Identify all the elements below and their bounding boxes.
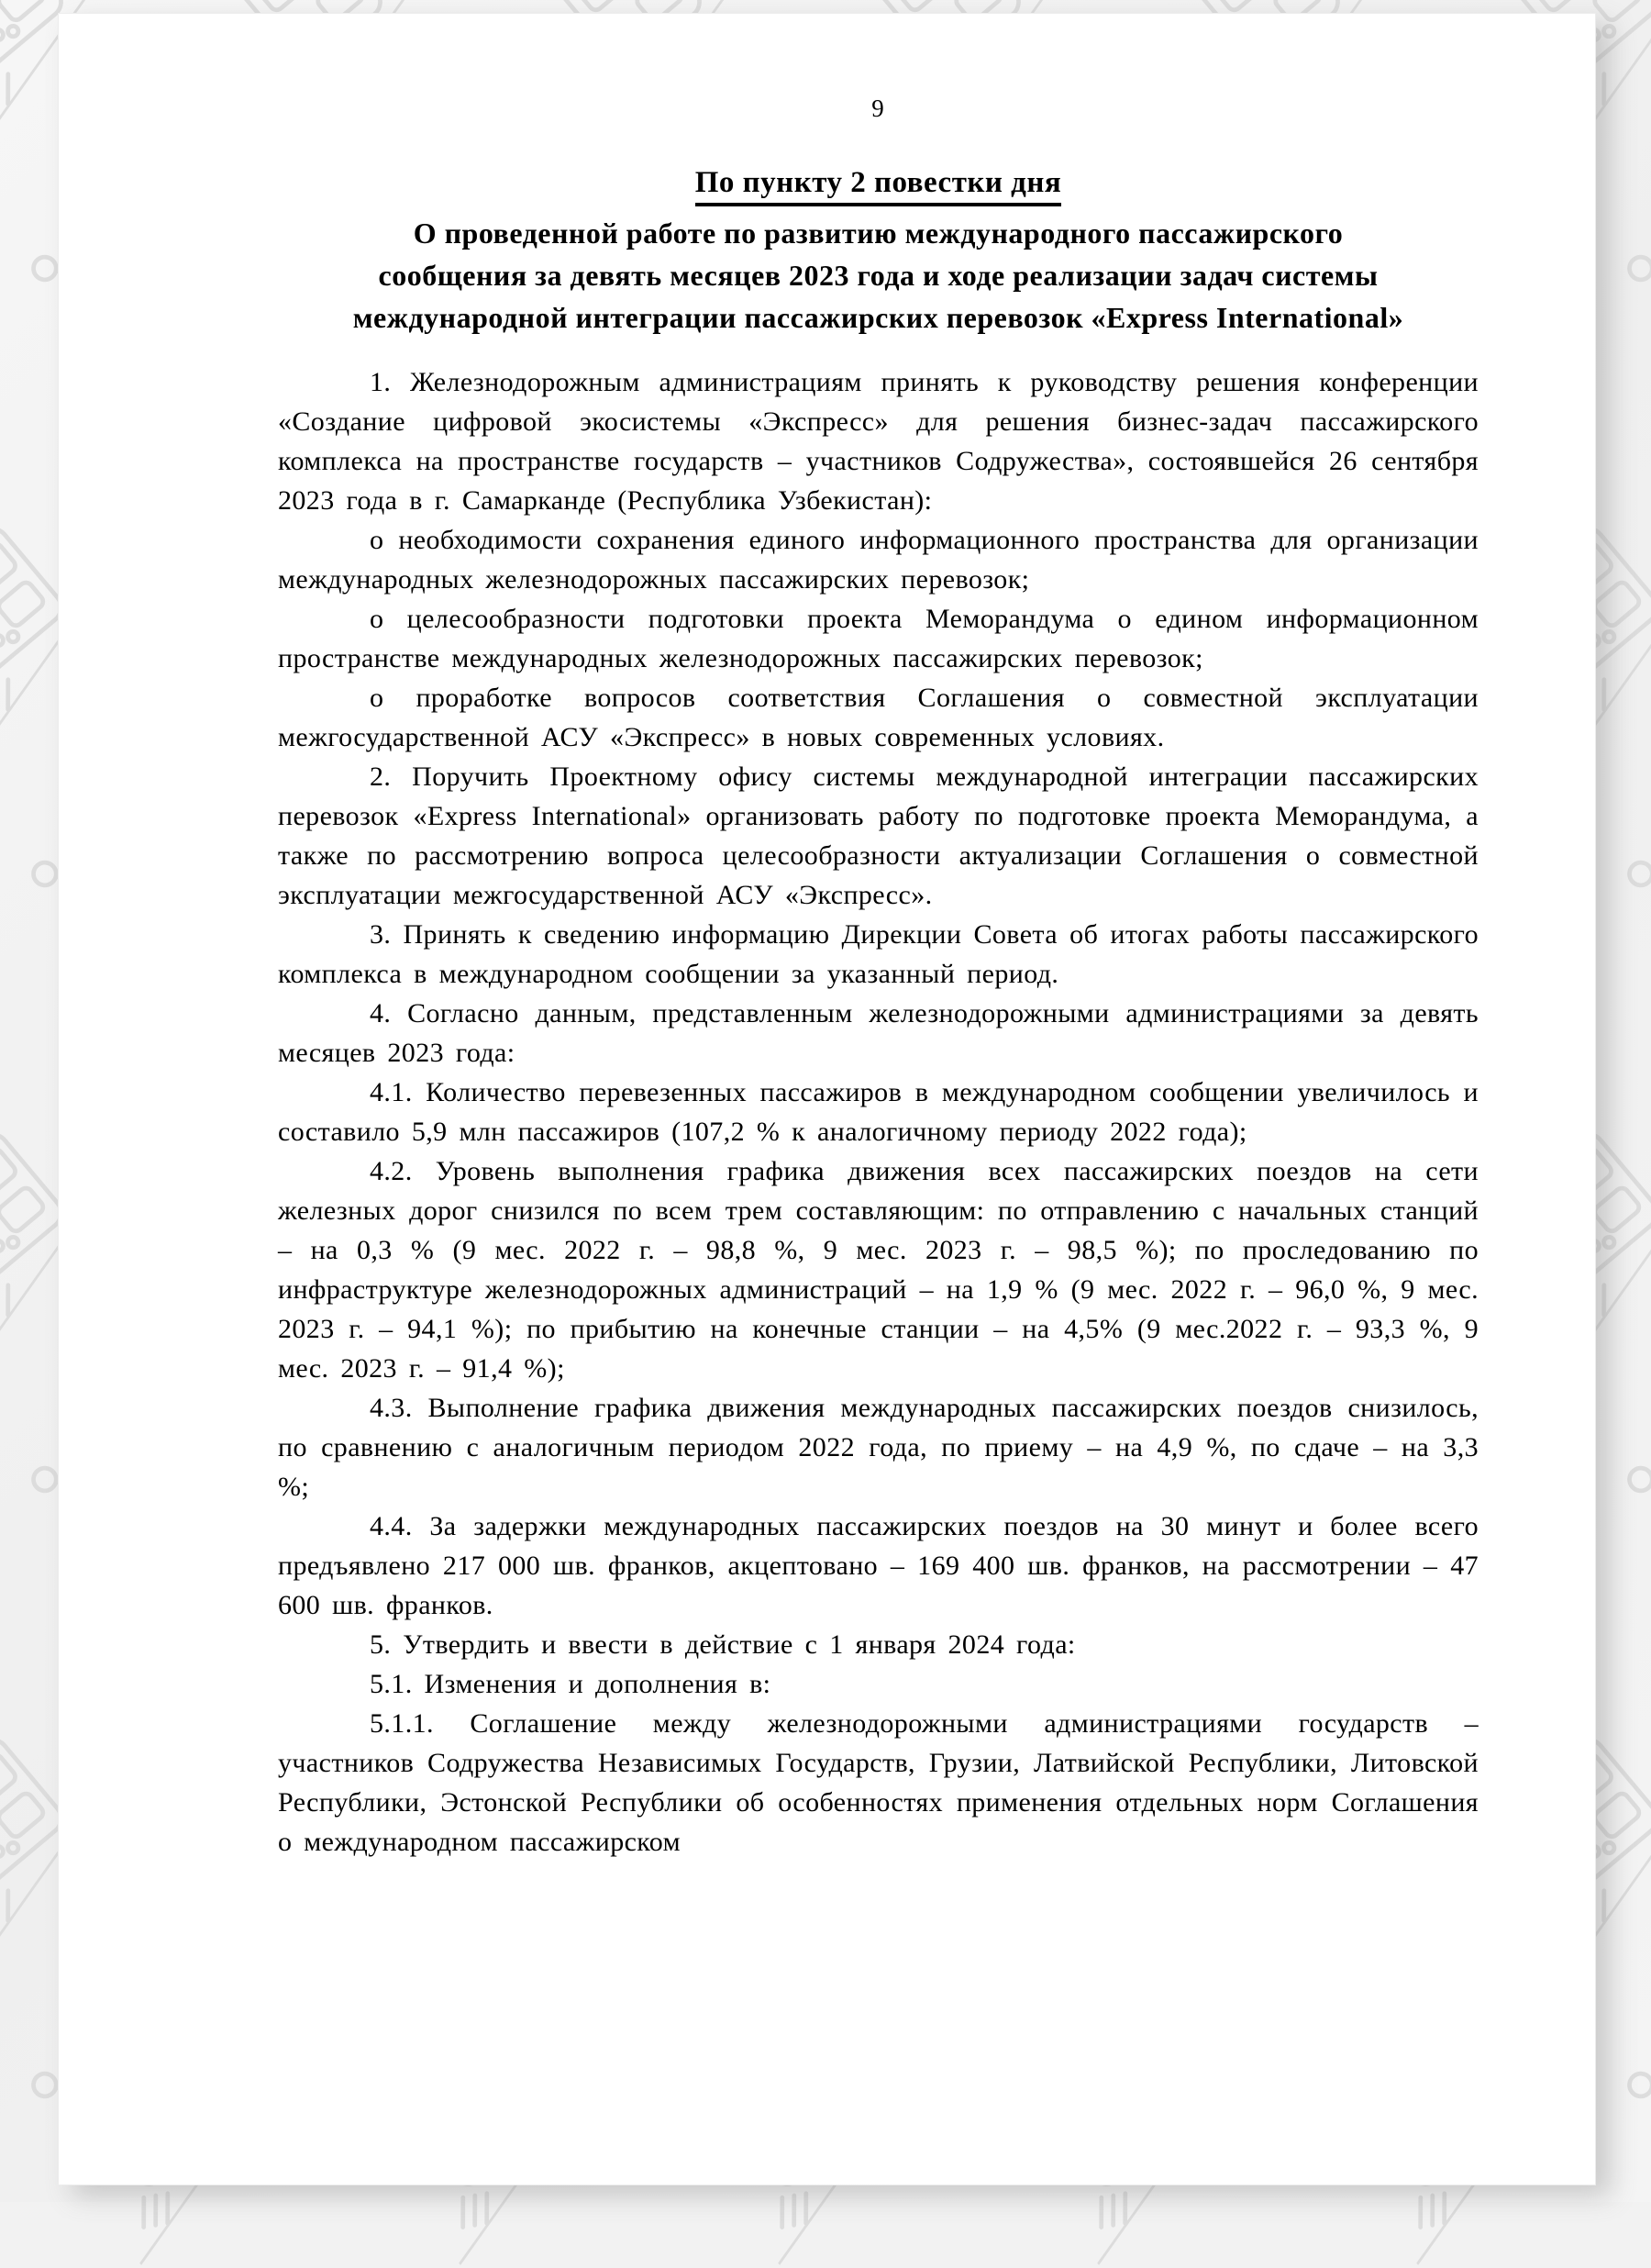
- paragraph-5-1-1: 5.1.1. Соглашение между железнодорожными администрациями государств – участников Содружества Независимых Государств, Грузии, Латвийской Республики, Литовской Республики, Эстонской Республики об особенностях применения отдельных норм Соглашения о международном пассажирском: [278, 1708, 1479, 1857]
- paragraph-4-1: 4.1. Количество перевезенных пассажиров в международном сообщении увеличилось и составило 5,9 млн пассажиров (107,2 % к аналогичному периоду 2022 года);: [278, 1077, 1479, 1147]
- document-body: [278, 362, 1479, 1862]
- agenda-item-heading: [278, 164, 1479, 206]
- train-icon: [1592, 1980, 1651, 2268]
- paragraph-2: 2. Поручить Проектному офису системы международной интеграции пассажирских перевозок «Express International» организовать работу по подготовке проекта Меморандума, а также по рассмотрению вопроса целесообразности актуализации Соглашения о совместной эксплуатации межгосударственной АСУ «Экспресс».: [278, 762, 1479, 910]
- paragraph-4-2: 4.2. Уровень выполнения графика движения всех пассажирских поездов на сети железных дорог снизился по всем трем составляющим: по отправлению с начальных станций – на 0,3 % (9 мес. 2022 г. – 98,8 %, 9 мес. 2023 г. – 98,5 %); по проследованию по инфраструктуре железнодорожных администраций – на 1,9 % (9 мес. 2022 г. – 96,0 %, 9 мес. 2023 г. – 94,1 %); по прибытию на конечные станции – на 4,5% (9 мес.2022 г. – 93,3 %, 9 мес. 2023 г. – 91,4 %);: [278, 1156, 1479, 1384]
- paragraph-4-4: 4.4. За задержки международных пассажирских поездов на 30 минут и более всего предъявлено 217 000 шв. франков, акцептовано – 169 400 шв. франков, на рассмотрении – 47 600 шв. франков.: [278, 1511, 1479, 1620]
- document-title-line: сообщения за девять месяцев 2023 года и ходе реализации задач системы: [378, 259, 1379, 292]
- paragraph-3: 3. Принять к сведению информацию Дирекции Совета об итогах работы пассажирского комплекса в международном сообщении за указанный период.: [278, 919, 1479, 989]
- paragraph-4: 4. Согласно данным, представленным железнодорожными администрациями за девять месяцев 2023 года:: [278, 998, 1479, 1068]
- document-title: [278, 212, 1479, 339]
- paragraph-1-item-necessity: о необходимости сохранения единого информационного пространства для организации международных железнодорожных пассажирских перевозок;: [278, 525, 1479, 595]
- paragraph-1-item-agreement: о проработке вопросов соответствия Соглашения о совместной эксплуатации межгосударственной АСУ «Экспресс» в новых современных условиях.: [278, 683, 1479, 752]
- agenda-item-heading-text: По пункту 2 повестки дня: [695, 164, 1062, 206]
- document-title-line: О проведенной работе по развитию международного пассажирского: [413, 217, 1344, 250]
- paragraph-5: 5. Утвердить и ввести в действие с 1 января 2024 года:: [370, 1629, 1076, 1660]
- paragraph-4-3: 4.3. Выполнение графика движения международных пассажирских поездов снизилось, по сравнению с аналогичным периодом 2022 года, по приему – на 4,9 %, по сдаче – на 3,3 %;: [278, 1393, 1479, 1502]
- paragraph-1-item-memorandum: о целесообразности подготовки проекта Меморандума о едином информационном пространстве международных железнодорожных пассажирских перевозок;: [278, 604, 1479, 673]
- document-page: [58, 13, 1596, 2185]
- train-icon: [1592, 769, 1651, 1057]
- document-title-line: международной интеграции пассажирских перевозок «Express International»: [352, 301, 1404, 334]
- train-icon: [1592, 1374, 1651, 1662]
- page-number: 9: [871, 94, 885, 122]
- paragraph-5-1: 5.1. Изменения и дополнения в:: [370, 1669, 771, 1699]
- paragraph-1: 1. Железнодорожным администрациям принять к руководству решения конференции «Создание цифровой экосистемы «Экспресс» для решения бизнес-задач пассажирского комплекса на пространстве государств – участников Содружества», состоявшейся 26 сентября 2023 года в г. Самарканде (Республика Узбекистан):: [278, 367, 1479, 516]
- train-icon: [1592, 163, 1651, 451]
